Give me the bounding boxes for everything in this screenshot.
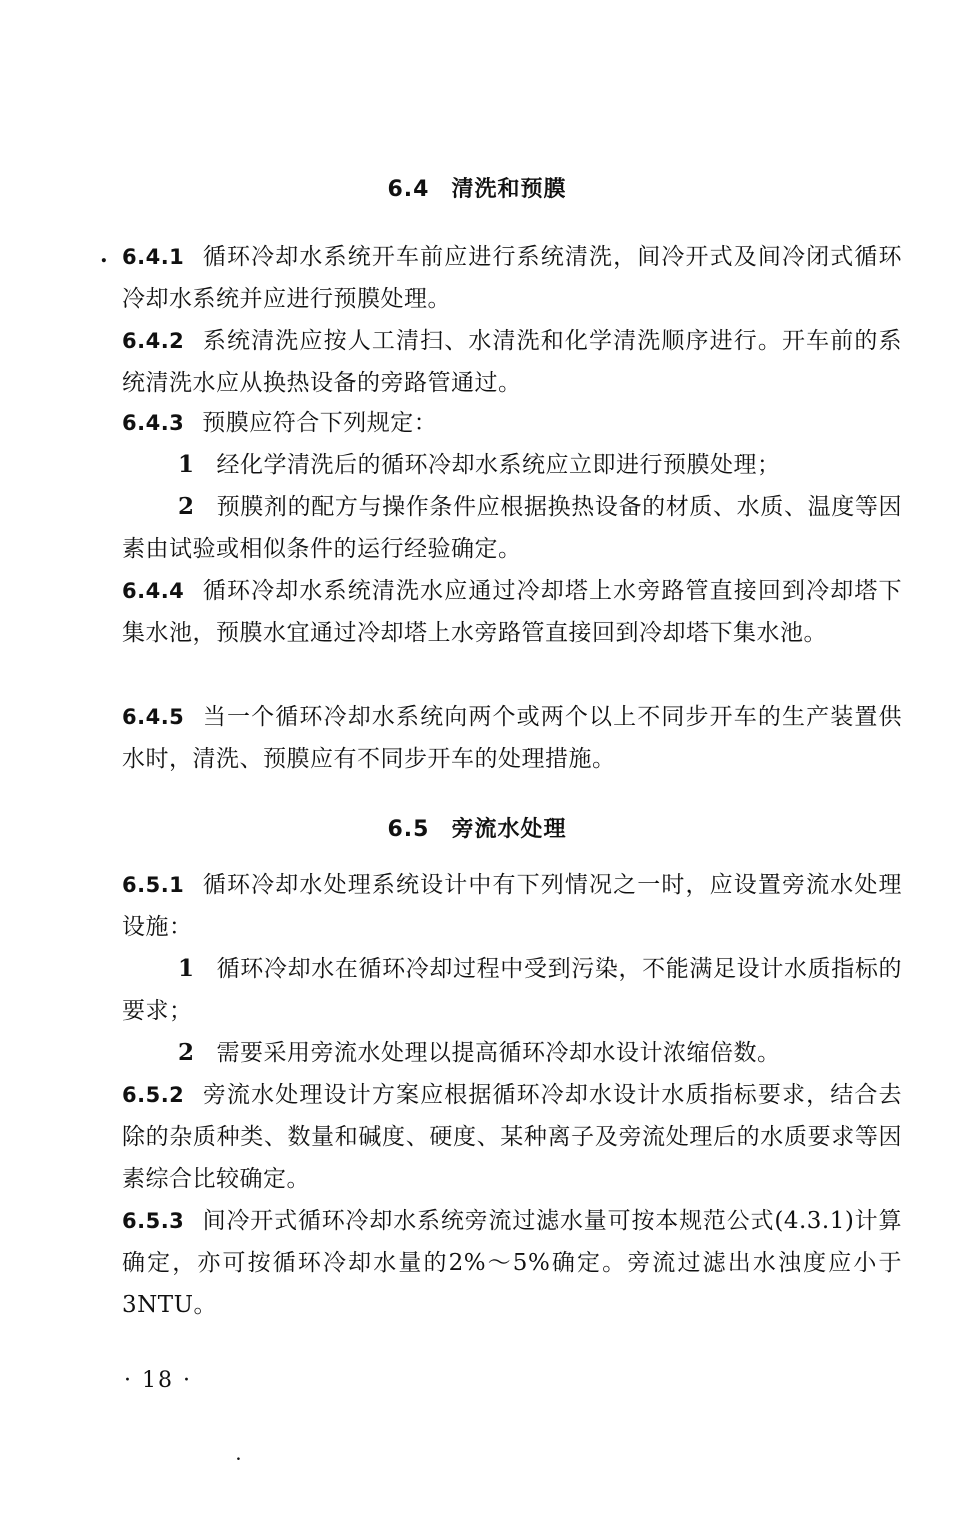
clause-number: 6.4.5: [122, 705, 185, 729]
item-6-4-3-1: [122, 444, 902, 486]
clause-number: 6.5.3: [122, 1209, 185, 1233]
item-number: 2: [178, 1039, 195, 1066]
section-title: 旁流水处理: [451, 817, 567, 842]
clause-text: 循环冷却水处理系统设计中有下列情况之一时，应设置旁流水处理设施：: [122, 872, 902, 940]
clause-text: 旁流水处理设计方案应根据循环冷却水设计水质指标要求，结合去除的杂质种类、数量和碱度、硬度、某种离子及旁流处理后的水质要求等因素综合比较确定。: [122, 1082, 902, 1192]
clause-6-5-2: [122, 1074, 902, 1200]
section-heading-6-5: [0, 812, 954, 843]
clause-6-4-2: [122, 320, 902, 404]
clause-6-4-4: [122, 570, 902, 654]
item-6-5-1-2: [122, 1032, 902, 1074]
item-text: 预膜剂的配方与操作条件应根据换热设备的材质、水质、温度等因素由试验或相似条件的运行经验确定。: [122, 494, 902, 562]
page-number: · 18 ·: [124, 1368, 192, 1393]
item-text: 需要采用旁流水处理以提高循环冷却水设计浓缩倍数。: [216, 1040, 781, 1066]
item-number: 1: [178, 955, 195, 982]
clause-number: 6.4.4: [122, 579, 185, 603]
item-number: 2: [178, 493, 195, 520]
item-6-5-1-1: [122, 948, 902, 1032]
stray-mark: .: [236, 1448, 241, 1464]
section-heading-6-4: [0, 172, 954, 203]
clause-number: 6.4.1: [122, 245, 185, 269]
clause-6-4-5: [122, 696, 902, 780]
clause-text: 当一个循环冷却水系统向两个或两个以上不同步开车的生产装置供水时，清洗、预膜应有不同步开车的处理措施。: [122, 704, 902, 772]
section-number: 6.4: [387, 177, 430, 202]
clause-number: 6.5.1: [122, 873, 185, 897]
clause-6-4-3: [122, 402, 902, 444]
stray-mark: .: [100, 242, 108, 268]
section-number: 6.5: [387, 817, 430, 842]
clause-number: 6.4.3: [122, 411, 185, 435]
clause-text: 循环冷却水系统开车前应进行系统清洗，间冷开式及间冷闭式循环冷却水系统并应进行预膜处理。: [122, 244, 902, 312]
clause-number: 6.5.2: [122, 1083, 185, 1107]
section-title: 清洗和预膜: [451, 177, 567, 202]
item-6-4-3-2: [122, 486, 902, 570]
clause-6-5-3: [122, 1200, 902, 1326]
clause-6-5-1: [122, 864, 902, 948]
clause-6-4-1: [122, 236, 902, 320]
clause-text: 系统清洗应按人工清扫、水清洗和化学清洗顺序进行。开车前的系统清洗水应从换热设备的旁路管通过。: [122, 328, 902, 396]
item-text: 经化学清洗后的循环冷却水系统应立即进行预膜处理；: [216, 452, 781, 478]
clause-text: 间冷开式循环冷却水系统旁流过滤水量可按本规范公式(4.3.1)计算确定，亦可按循环冷却水量的2%～5%确定。旁流过滤出水浊度应小于3NTU。: [122, 1208, 902, 1318]
clause-text: 预膜应符合下列规定：: [202, 410, 438, 436]
clause-text: 循环冷却水系统清洗水应通过冷却塔上水旁路管直接回到冷却塔下集水池，预膜水宜通过冷却塔上水旁路管直接回到冷却塔下集水池。: [122, 578, 902, 646]
item-text: 循环冷却水在循环冷却过程中受到污染，不能满足设计水质指标的要求；: [122, 956, 902, 1024]
clause-number: 6.4.2: [122, 329, 185, 353]
item-number: 1: [178, 451, 195, 478]
